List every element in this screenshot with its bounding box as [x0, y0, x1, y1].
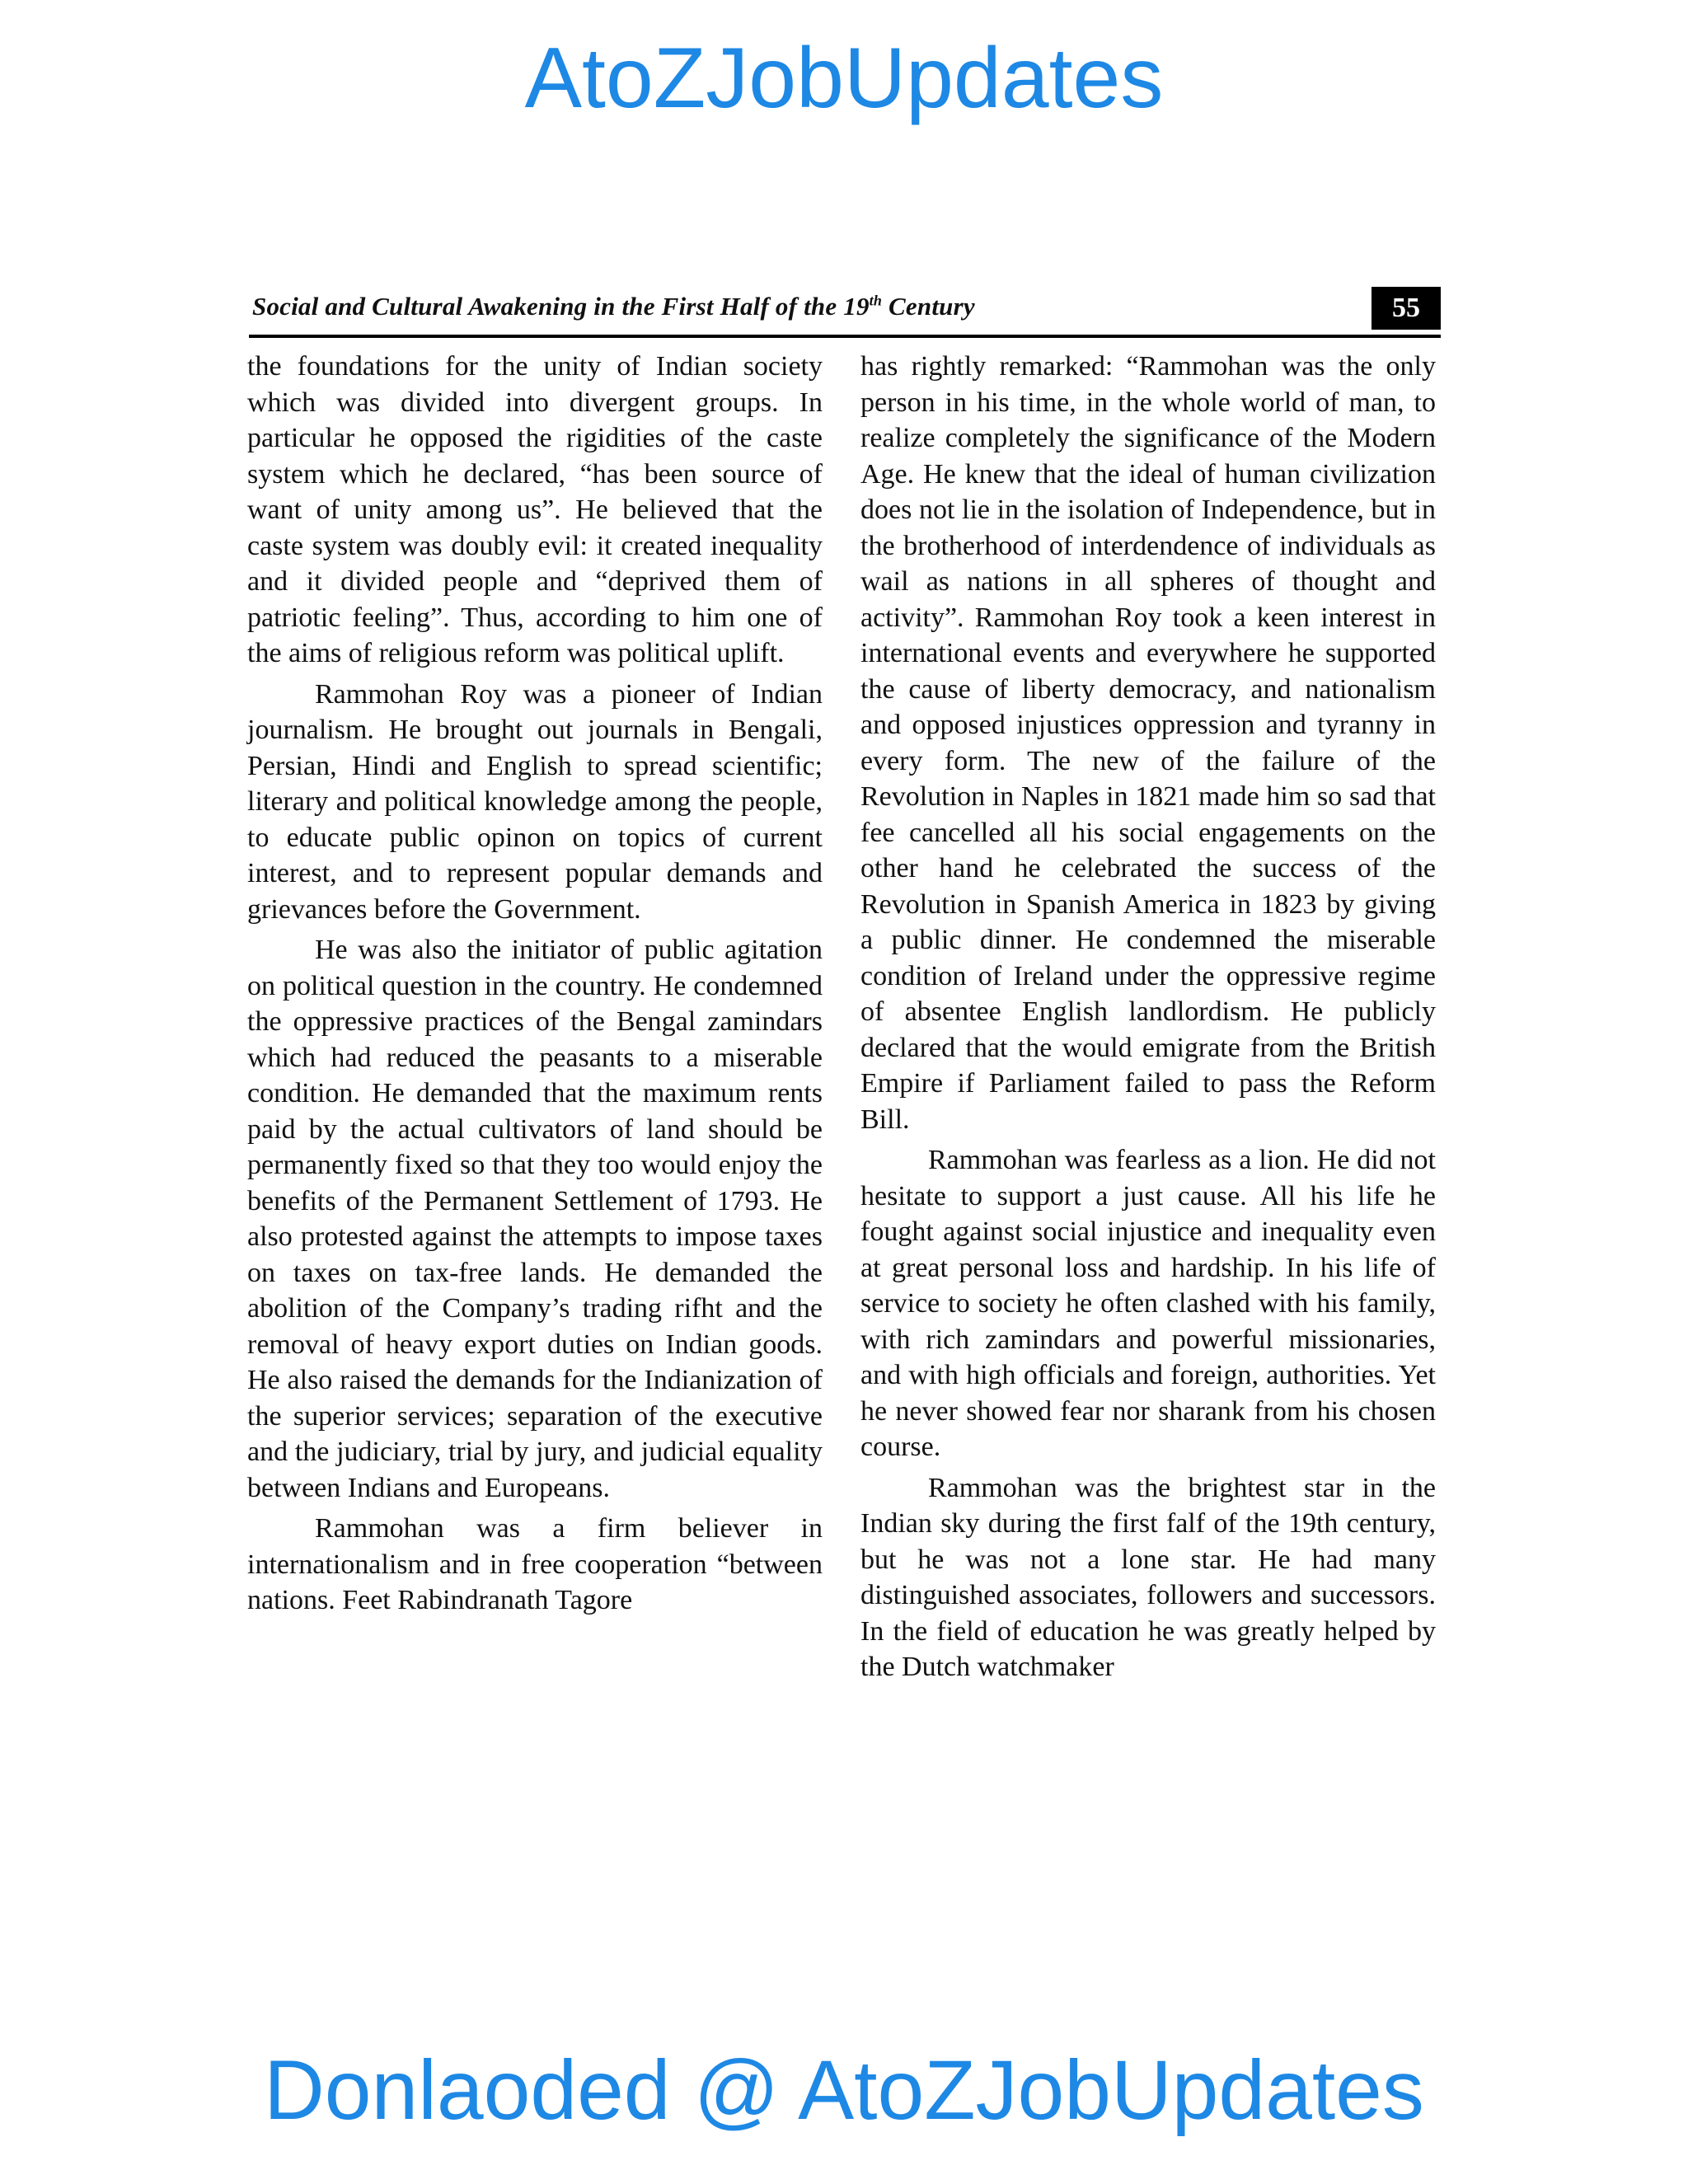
- paragraph: Rammohan was the brightest star in the Indian sky during the first falf of the 19th century, but he was not a lone star. He had many distinguished associates, followers and successors. In the field of education he was greatly helped by the Dutch watchmaker: [860, 1472, 1436, 1682]
- paragraph: Rammohan Roy was a pioneer of Indian journalism. He brought out journals in Bengali, Persian, Hindi and English to spread scientific; literary and political knowledge among the people, to educate public opinon on topics of current interest, and to represent popular demands and grievances before the Government.: [247, 678, 823, 925]
- running-header: [249, 287, 1441, 338]
- header-title-text: Social and Cultural Awakening in the First Half of the 19: [252, 292, 870, 321]
- watermark-top: AtoZJobUpdates: [524, 30, 1164, 126]
- right-column: [860, 349, 1436, 1690]
- header-title-superscript: th: [869, 292, 883, 309]
- paragraph: the foundations for the unity of Indian society which was divided into divergent groups. In particular he opposed the rigidities of the caste system which he declared, “has been source of want of unity among us”. He believed that the caste system was doubly evil: it created inequality and it divided people and “deprived them of patriotic feeling”. Thus, according to him one of the aims of religious reform was political uplift.: [247, 351, 823, 668]
- header-title-suffix: Century: [882, 292, 975, 321]
- left-column: [247, 349, 823, 1624]
- paragraph: has rightly remarked: “Rammohan was the only person in his time, in the whole world of man, to realize completely the significance of the Modern Age. He knew that the ideal of human civilization does not lie in the isolation of Independence, but in the brotherhood of interdendence of individuals as wail as nations in all spheres of thought and activity”. Rammohan Roy took a keen interest in international events and everywhere he supported the cause of liberty democracy, and nationalism and opposed injustices oppression and tyranny in every form. The new of the failure of the Revolution in Naples in 1821 made him so sad that fee cancelled all his social engagements on the other hand he celebrated the success of the Revolution in Spanish America in 1823 by giving a public dinner. He condemned the miserable condition of Ireland under the oppressive regime of absentee English landlordism. He publicly declared that the would emigrate from the British Empire if Parliament failed to pass the Reform Bill.: [860, 351, 1436, 1135]
- paragraph: He was also the initiator of public agitation on political question in the country. He condemned the oppressive practices of the Bengal zamindars which had reduced the peasants to a miserable condition. He demanded that the maximum rents paid by the actual cultivators of land should be permanently fixed so that they too would enjoy the benefits of the Permanent Settlement of 1793. He also protested against the attempts to impose taxes on taxes on tax-free lands. He demanded the abolition of the Company’s trading rifht and the removal of heavy export duties on Indian goods. He also raised the demands for the Indianization of the superior services; separation of the executive and the judiciary, trial by jury, and judicial equality between Indians and Europeans.: [247, 935, 823, 1503]
- watermark-bottom: Donlaoded @ AtoZJobUpdates: [264, 2043, 1424, 2137]
- paragraph: Rammohan was fearless as a lion. He did not hesitate to support a just cause. All his life he fought against social injustice and inequality even at great personal loss and hardship. In his life of service to society he often clashed with his family, with rich zamindars and powerful missionaries, and with high officials and foreign, authorities. Yet he never showed fear nor sharank from his chosen course.: [860, 1145, 1436, 1462]
- header-title: [252, 292, 975, 321]
- paragraph: Rammohan was a firm believer in internationalism and in free cooperation “between nations. Feet Rabindranath Tagore: [247, 1513, 823, 1615]
- page-number: 55: [1372, 287, 1441, 330]
